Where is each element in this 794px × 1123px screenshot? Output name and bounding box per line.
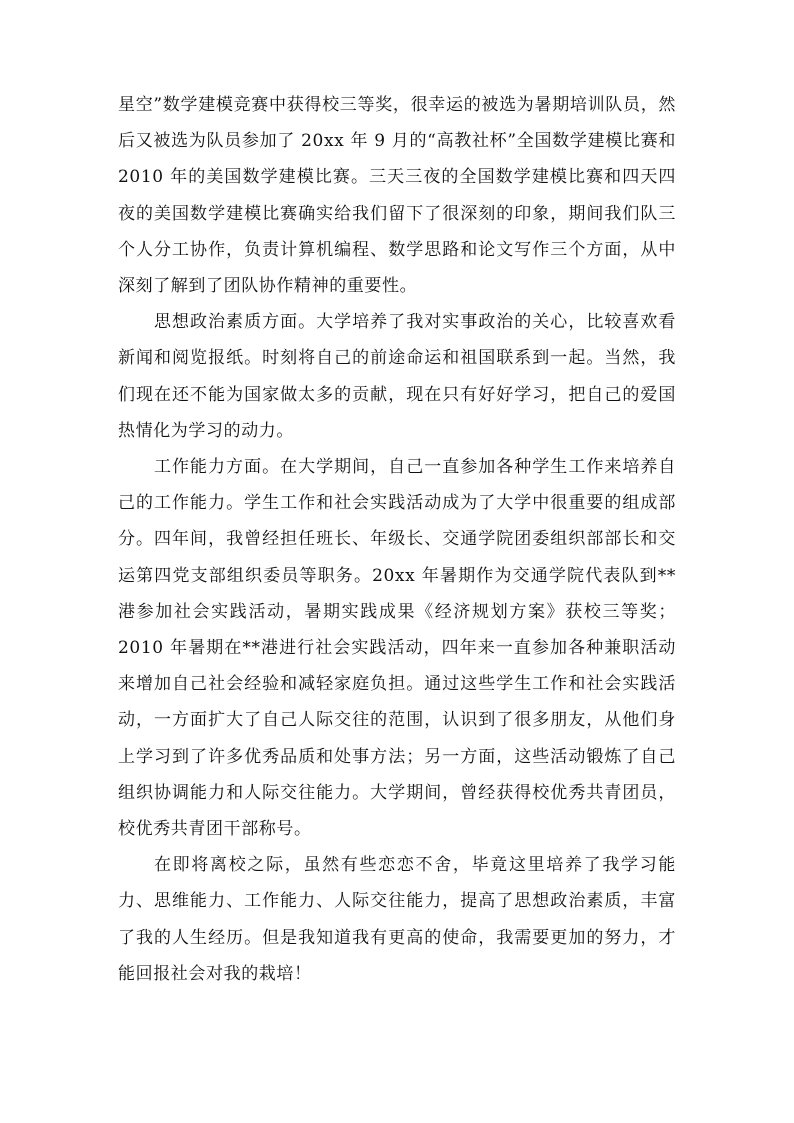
- paragraph-work-ability: 工作能力方面。在大学期间，自己一直参加各种学生工作来培养自己的工作能力。学生工作和社会实践活动成为了大学中很重要的组成部分。四年间，我曾经担任班长、年级长、交通学院团委组织部部长和交运第四党支部组织委员等职务。20xx 年暑期作为交通学院代表队到**港参加社会实践活动，暑期实践成果《经济规划方案》获校三等奖；2010 年暑期在**港进行社会实践活动，四年来一直参加各种兼职活动来增加自己社会经验和减轻家庭负担。通过这些学生工作和社会实践活动，一方面扩大了自己人际交往的范围，认识到了很多朋友，从他们身上学习到了许多优秀品质和处事方法；另一方面，这些活动锻炼了自己组织协调能力和人际交往能力。大学期间，曾经获得校优秀共青团员，校优秀共青团干部称号。: [118, 457, 676, 840]
- paragraph-conclusion: 在即将离校之际，虽然有些恋恋不舍，毕竟这里培养了我学习能力、思维能力、工作能力、人际交往能力，提高了思想政治素质，丰富了我的人生经历。但是我知道我有更高的使命，我需要更加的努力，才能回报社会对我的栽培！: [118, 855, 676, 984]
- paragraph-political-quality: 思想政治素质方面。大学培养了我对实事政治的关心，比较喜欢看新闻和阅览报纸。时刻将自己的前途命运和祖国联系到一起。当然，我们现在还不能为国家做太多的贡献，现在只有好好学习，把自己的爱国热情化为学习的动力。: [118, 312, 676, 441]
- document-page: [118, 87, 676, 992]
- paragraph-competition-experience: 星空”数学建模竞赛中获得校三等奖，很幸运的被选为暑期培训队员，然后又被选为队员参加了 20xx 年 9 月的“高教社杯”全国数学建模比赛和 2010 年的美国数学建模比赛。三天三夜的全国数学建模比赛和四天四夜的美国数学建模比赛确实给我们留下了很深刻的印象，期间我们队三个人分工协作，负责计算机编程、数学思路和论文写作三个方面，从中深刻了解到了团队协作精神的重要性。: [118, 95, 676, 297]
